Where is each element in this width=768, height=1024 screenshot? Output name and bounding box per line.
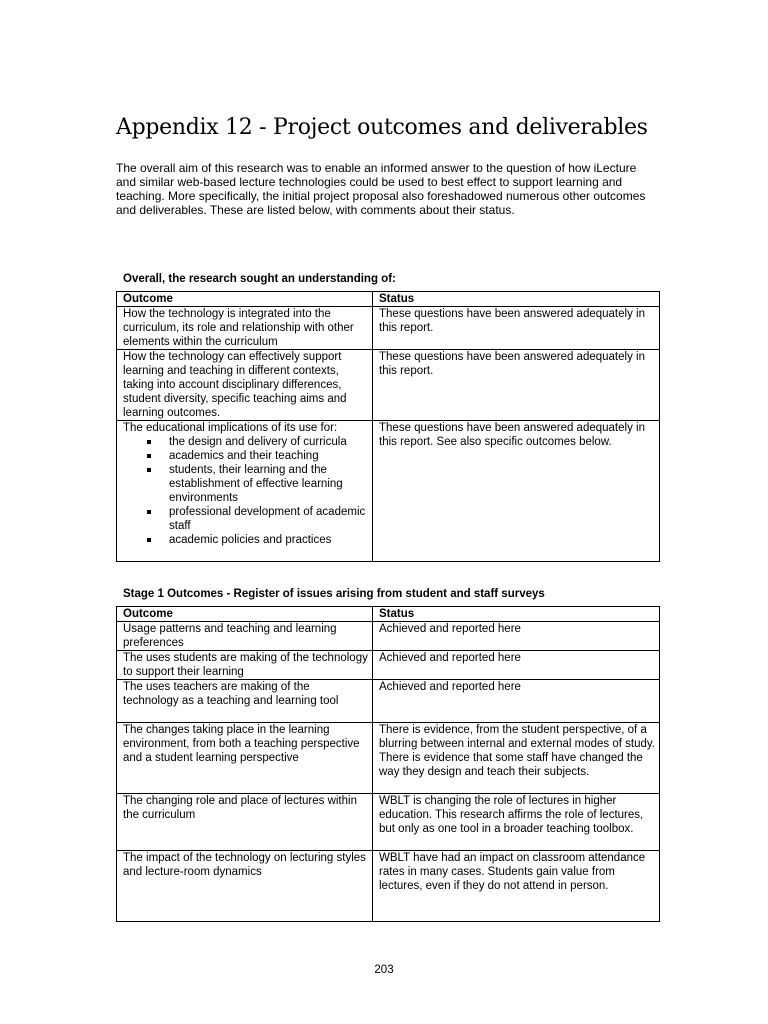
status-cell: There is evidence, from the student perspective, of a blurring between internal and external modes of study. There is evidence that some staff have changed the way they design and teach their subjects. — [373, 723, 660, 794]
outcomes-table-stage1 — [116, 606, 660, 922]
status-cell: Achieved and reported here — [373, 680, 660, 723]
status-cell: Achieved and reported here — [373, 622, 660, 651]
status-column-header: Status — [373, 607, 660, 622]
list-item: students, their learning and the establishment of effective learning environments — [145, 463, 368, 505]
outcome-cell: The changing role and place of lectures within the curriculum — [117, 794, 373, 851]
list-item: academics and their teaching — [145, 449, 368, 463]
outcome-column-header: Outcome — [117, 292, 373, 307]
table-row — [117, 307, 660, 350]
outcome-cell: The uses teachers are making of the technology as a teaching and learning tool — [117, 680, 373, 723]
intro-paragraph: The overall aim of this research was to enable an informed answer to the question of how iLecture and similar web-based lecture technologies could be used to best effect to support learning and teaching. More specifically, the initial project proposal also foreshadowed numerous other outcomes and deliverables. These are listed below, with comments about their status. — [116, 161, 646, 217]
page-heading: Appendix 12 - Project outcomes and deliverables — [116, 115, 648, 140]
outcomes-table-overall — [116, 291, 660, 562]
table-row — [117, 851, 660, 922]
table-row — [117, 723, 660, 794]
outcome-cell: The changes taking place in the learning environment, from both a teaching perspective and a student learning perspective — [117, 723, 373, 794]
outcome-lead-text: The educational implications of its use for: — [123, 422, 338, 434]
table-row — [117, 350, 660, 421]
table-row — [117, 794, 660, 851]
table-header-row — [117, 607, 660, 622]
status-cell: Achieved and reported here — [373, 651, 660, 680]
outcome-cell: The impact of the technology on lecturing styles and lecture-room dynamics — [117, 851, 373, 922]
status-cell: These questions have been answered adequately in this report. — [373, 350, 660, 421]
list-item: academic policies and practices — [145, 533, 368, 547]
status-cell: These questions have been answered adequately in this report. — [373, 307, 660, 350]
outcome-cell: Usage patterns and teaching and learning preferences — [117, 622, 373, 651]
status-cell: WBLT have had an impact on classroom attendance rates in many cases. Students gain value from lectures, even if they do not attend in person. — [373, 851, 660, 922]
implications-list — [123, 435, 368, 547]
outcome-cell: How the technology is integrated into the curriculum, its role and relationship with other elements within the curriculum — [117, 307, 373, 350]
outcome-cell: The uses students are making of the technology to support their learning — [117, 651, 373, 680]
table-row — [117, 680, 660, 723]
table-row — [117, 622, 660, 651]
outcome-column-header: Outcome — [117, 607, 373, 622]
table1-caption: Overall, the research sought an understanding of: — [123, 273, 396, 285]
page-number: 203 — [374, 964, 394, 976]
list-item: professional development of academic staff — [145, 505, 368, 533]
table-row — [117, 651, 660, 680]
table-row — [117, 421, 660, 562]
outcome-cell — [117, 421, 373, 562]
status-cell: These questions have been answered adequately in this report. See also specific outcomes below. — [373, 421, 660, 562]
outcome-cell: How the technology can effectively support learning and teaching in different contexts, taking into account disciplinary differences, student diversity, specific teaching aims and learning outcomes. — [117, 350, 373, 421]
table2-caption: Stage 1 Outcomes - Register of issues arising from student and staff surveys — [123, 588, 545, 600]
status-column-header: Status — [373, 292, 660, 307]
table-header-row — [117, 292, 660, 307]
status-cell: WBLT is changing the role of lectures in higher education. This research affirms the role of lectures, but only as one tool in a broader teaching toolbox. — [373, 794, 660, 851]
list-item: the design and delivery of curricula — [145, 435, 368, 449]
